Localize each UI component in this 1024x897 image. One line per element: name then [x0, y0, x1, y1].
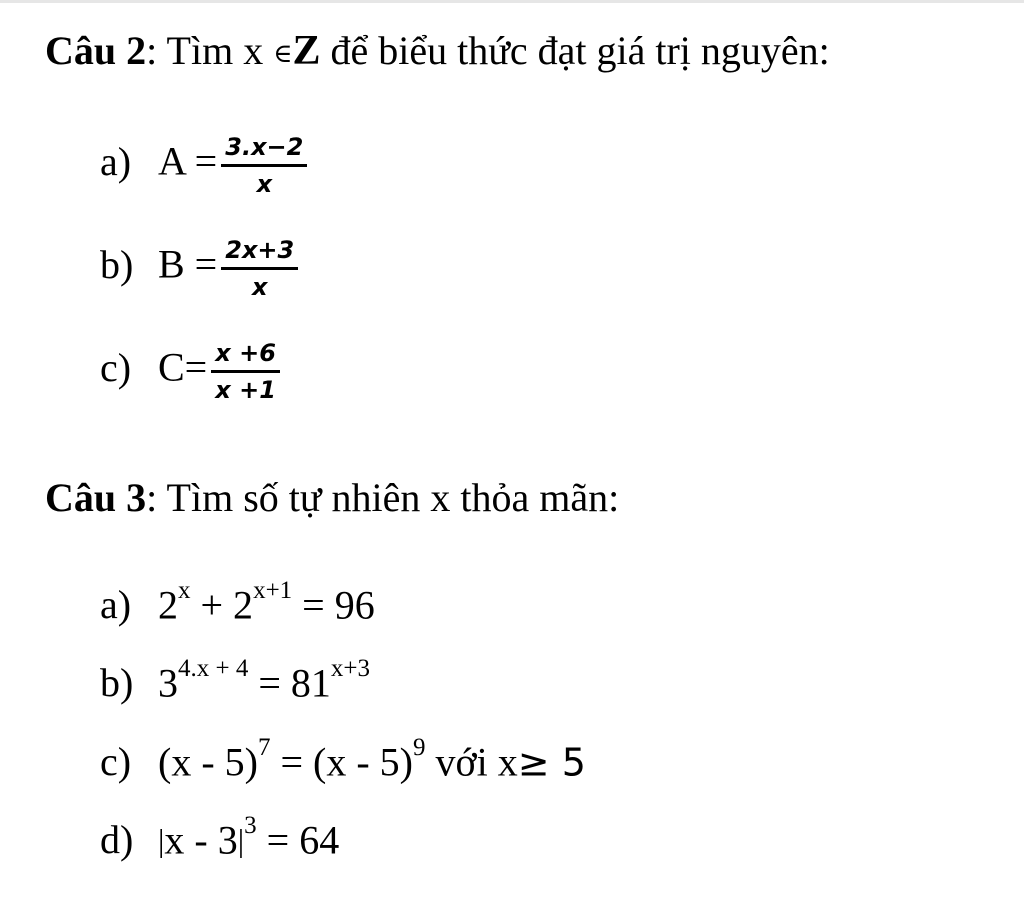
base: 2: [158, 582, 178, 628]
condition-text: với x: [425, 739, 518, 785]
fraction: [221, 135, 307, 196]
question-2-text-start: : Tìm x: [146, 28, 264, 73]
item-label: b): [100, 660, 134, 706]
question-3-heading: [45, 475, 620, 520]
question-2-label: Câu 2: [45, 28, 147, 73]
absolute-inner: x - 3: [164, 817, 238, 863]
fraction-numerator: x +6: [211, 341, 280, 373]
question-3-item-c: [100, 734, 586, 785]
question-3-item-a: [100, 577, 375, 628]
equation-rhs: = 64: [256, 817, 340, 863]
absolute-bar-left: |: [158, 822, 165, 859]
item-label: d): [100, 817, 134, 863]
question-3-item-b: [100, 655, 371, 706]
question-2-heading: [45, 30, 830, 72]
exponent: 9: [413, 734, 426, 761]
exponent: 3: [244, 812, 257, 839]
fraction-numerator: 3.x−2: [221, 135, 307, 167]
fraction: [221, 238, 298, 299]
greater-equal-symbol: ≥: [517, 740, 550, 785]
fraction-denominator: x: [256, 170, 273, 198]
absolute-bar-right: |: [237, 822, 245, 859]
expression-lhs: A =: [158, 138, 218, 184]
question-2-item-a: [100, 135, 307, 196]
item-label: c): [100, 739, 132, 785]
exponent: x: [178, 577, 191, 604]
expression-lhs: B =: [158, 241, 218, 287]
question-3-item-d: [100, 812, 340, 863]
item-label: b): [100, 241, 134, 287]
condition-value: 5: [549, 740, 586, 785]
question-2-text-end: để biểu thức đạt giá trị nguyên:: [320, 28, 830, 73]
element-of-symbol: ∈: [273, 39, 293, 68]
operator-term: + 2: [190, 582, 254, 628]
integer-set-symbol: Z: [292, 28, 321, 74]
fraction-numerator: 2x+3: [221, 238, 298, 270]
question-2-item-b: [100, 238, 298, 299]
exponent: 4.x + 4: [178, 655, 249, 682]
exponent: x+1: [253, 577, 293, 604]
equation-rhs: = 96: [292, 582, 375, 628]
item-label: c): [100, 344, 132, 390]
top-border: [0, 0, 1024, 3]
equation-rhs-base: = (x - 5): [270, 739, 413, 785]
expression-lhs: C=: [158, 344, 208, 390]
question-3-text: : Tìm số tự nhiên x thỏa mãn:: [146, 475, 620, 520]
fraction-denominator: x +1: [215, 376, 276, 404]
item-label: a): [100, 582, 132, 628]
fraction-denominator: x: [252, 273, 268, 301]
exponent: 7: [257, 734, 271, 761]
fraction: [211, 341, 280, 402]
equation-rhs-base: = 81: [248, 660, 331, 706]
question-3-label: Câu 3: [45, 475, 147, 520]
exponent: x+3: [330, 655, 371, 682]
base: (x - 5): [158, 739, 258, 785]
question-2-item-c: [100, 341, 280, 402]
item-label: a): [100, 138, 132, 184]
base: 3: [158, 660, 178, 706]
